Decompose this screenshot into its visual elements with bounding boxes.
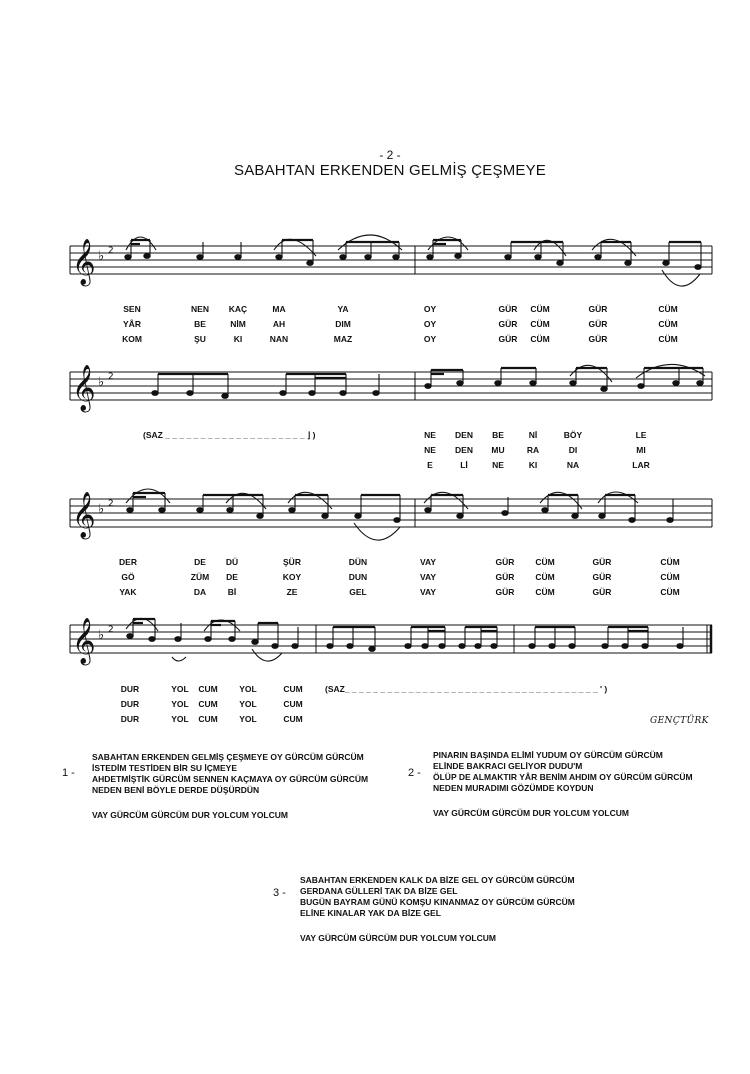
lyric-syllable: NA	[566, 460, 580, 470]
lyric-syllable: DUR	[120, 699, 140, 709]
lyric-syllable: VAY	[419, 572, 437, 582]
lyric-syllable: MI	[636, 445, 646, 455]
lyric-syllable: LAR	[632, 460, 650, 470]
lyric-syllable: CÜM	[660, 557, 680, 567]
lyric-syllable: CÜM	[535, 587, 555, 597]
verse-line: BUGÜN BAYRAM GÜNÜ KOMŞU KINANMAZ OY GÜRCÜM GÜRCÜM	[300, 897, 575, 907]
lyric-syllable: CUM	[198, 699, 218, 709]
lyric-syllable: DE	[226, 572, 238, 582]
treble-clef: 𝄞	[72, 239, 96, 285]
verse-line: PINARIN BAŞINDA ELİMİ YUDUM OY GÜRCÜM GÜRCÜM	[433, 750, 663, 760]
lyric-syllable: GÜR	[498, 319, 518, 329]
lyric-syllable: CÜM	[530, 304, 550, 314]
lyric-syllable: E	[427, 460, 433, 470]
lyric-syllable: KAÇ	[228, 304, 248, 314]
time-signature: 2	[108, 499, 114, 509]
lyric-syllable: CÜM	[530, 319, 550, 329]
lyric-syllable: DER	[119, 557, 137, 567]
lyric-syllable: DEN	[455, 445, 473, 455]
lyric-syllable: CÜM	[658, 319, 678, 329]
lyric-syllable: OY	[423, 304, 437, 314]
verse-2	[433, 750, 693, 819]
verse-line: SABAHTAN ERKENDEN KALK DA BİZE GEL OY GÜRCÜM GÜRCÜM	[300, 875, 575, 885]
verse-line: AHDETMİŞTİK GÜRCÜM SENNEN KAÇMAYA OY GÜRCÜM GÜRCÜM	[92, 774, 369, 784]
lyric-syllable: CÜM	[660, 572, 680, 582]
lyric-syllable: CUM	[283, 699, 303, 709]
lyric-syllable: ZÜM	[190, 572, 210, 582]
lyric-syllable: YOL	[171, 714, 189, 724]
lyric-syllable: DUR	[120, 684, 140, 694]
music-staff-1	[0, 220, 750, 300]
time-signature: 2	[108, 372, 114, 382]
lyric-syllable: RA	[526, 445, 540, 455]
page-number: - 2 -	[379, 148, 401, 162]
verse-line: NEDEN MURADIMI GÖZÜMDE KOYDUN	[433, 783, 594, 793]
verse-line: NEDEN BENİ BÖYLE DERDE DÜŞÜRDÜN	[92, 785, 260, 795]
lyric-syllable: Bİ	[227, 587, 237, 597]
lyric-syllable: GÜR	[588, 304, 608, 314]
lyric-syllable: GÜR	[592, 587, 612, 597]
verse-line: ELİNE KINALAR YAK DA BİZE GEL	[300, 908, 441, 918]
lyric-syllable: GÜR	[592, 572, 612, 582]
lyric-syllable: GÜR	[588, 334, 608, 344]
lyric-syllable: ŞÜR	[283, 557, 301, 567]
treble-clef: 𝄞	[72, 492, 96, 538]
lyric-syllable: ZE	[286, 587, 298, 597]
lyric-syllable: GÜR	[495, 572, 515, 582]
verse-1	[92, 752, 368, 821]
lyric-syllable: YOL	[171, 684, 189, 694]
lyric-syllable: BE	[492, 430, 504, 440]
lyric-syllable: YOL	[239, 699, 257, 709]
lyric-syllable: DEN	[455, 430, 473, 440]
lyric-syllable: NE	[424, 445, 436, 455]
lyric-syllable: DA	[193, 587, 207, 597]
verse-number: 3 -	[273, 887, 286, 899]
flat-sign: ♭	[98, 249, 105, 264]
verse-refrain: VAY GÜRCÜM GÜRCÜM DUR YOLCUM YOLCUM	[300, 933, 496, 943]
lyric-syllable: KOY	[282, 572, 302, 582]
lyric-syllable: YOL	[171, 699, 189, 709]
lyric-syllable: YOL	[239, 714, 257, 724]
lyric-syllable: ŞU	[194, 334, 206, 344]
verse-line: SABAHTAN ERKENDEN GELMİŞ ÇEŞMEYE OY GÜRCÜM GÜRCÜM	[92, 752, 364, 762]
lyric-syllable: YA	[337, 304, 349, 314]
verse-number: 1 -	[62, 767, 75, 779]
music-staff-2	[0, 346, 750, 426]
saz-interlude: (SAZ _ _ _ _ _ _ _ _ _ _ _ _ _ _ _ _ _ _ _ _ ⌋ )	[143, 430, 316, 440]
lyric-syllable: MA	[272, 304, 286, 314]
lyric-syllable: BE	[194, 319, 206, 329]
lyric-syllable: CÜM	[535, 572, 555, 582]
lyric-syllable: OY	[423, 319, 437, 329]
lyric-syllable: GÜR	[498, 304, 518, 314]
song-title: SABAHTAN ERKENDEN GELMİŞ ÇEŞMEYE	[233, 162, 547, 179]
lyric-syllable: LE	[635, 430, 647, 440]
lyric-syllable: NE	[492, 460, 504, 470]
lyric-syllable: OY	[423, 334, 437, 344]
lyric-syllable: YÂR	[123, 319, 141, 329]
lyric-syllable: DIM	[335, 319, 351, 329]
treble-clef: 𝄞	[72, 365, 96, 411]
lyric-syllable: BÖY	[563, 430, 583, 440]
lyric-syllable: KI	[233, 334, 243, 344]
lyric-syllable: NİM	[230, 319, 246, 329]
time-signature: 2	[108, 625, 114, 635]
lyric-syllable: GÜR	[588, 319, 608, 329]
lyric-syllable: YOL	[239, 684, 257, 694]
lyric-syllable: DUR	[120, 714, 140, 724]
verse-line: GERDANA GÜLLERİ TAK DA BİZE GEL	[300, 886, 458, 896]
flat-sign: ♭	[98, 375, 105, 390]
verse-3	[300, 875, 575, 944]
lyric-syllable: CUM	[198, 684, 218, 694]
lyric-syllable: GÜR	[498, 334, 518, 344]
lyric-syllable: MAZ	[333, 334, 353, 344]
lyric-syllable: DI	[568, 445, 578, 455]
lyric-syllable: GÜR	[592, 557, 612, 567]
flat-sign: ♭	[98, 628, 105, 643]
treble-clef: 𝄞	[72, 618, 96, 664]
lyric-syllable: GÜR	[495, 557, 515, 567]
verse-line: ÖLÜP DE ALMAKTIR YÂR BENİM AHDIM OY GÜRCÜM GÜRCÜM	[433, 772, 693, 782]
lyric-syllable: KI	[528, 460, 538, 470]
lyric-syllable: VAY	[419, 587, 437, 597]
lyric-syllable: DUN	[348, 572, 368, 582]
lyric-syllable: CÜM	[530, 334, 550, 344]
lyric-syllable: DE	[194, 557, 206, 567]
lyric-syllable: MU	[491, 445, 505, 455]
music-staff-4	[0, 599, 750, 679]
verse-line: İSTEDİM TESTİDEN BİR SU İÇMEYE	[92, 763, 237, 773]
lyric-syllable: YAK	[119, 587, 137, 597]
saz-interlude: (SAZ_ _ _ _ _ _ _ _ _ _ _ _ _ _ _ _ _ _ _ _ _ _ _ _ _ _ _ _ _ _ _ _ _ _ _ _ ' )	[325, 684, 608, 694]
lyric-syllable: CÜM	[658, 334, 678, 344]
lyric-syllable: CÜM	[658, 304, 678, 314]
lyric-syllable: DÜN	[348, 557, 368, 567]
lyric-syllable: KOM	[122, 334, 142, 344]
lyric-syllable: DÜ	[225, 557, 239, 567]
lyric-syllable: CÜM	[535, 557, 555, 567]
lyric-syllable: NAN	[269, 334, 289, 344]
lyric-syllable: GÜR	[495, 587, 515, 597]
lyric-syllable: NE	[424, 430, 436, 440]
lyric-syllable: CUM	[198, 714, 218, 724]
lyric-syllable: NEN	[191, 304, 209, 314]
flat-sign: ♭	[98, 502, 105, 517]
lyric-syllable: CUM	[283, 714, 303, 724]
lyric-syllable: SEN	[123, 304, 141, 314]
verse-refrain: VAY GÜRCÜM GÜRCÜM DUR YOLCUM YOLCUM	[92, 810, 288, 820]
lyric-syllable: GEL	[349, 587, 367, 597]
lyric-syllable: GÖ	[121, 572, 135, 582]
lyric-syllable: AH	[272, 319, 286, 329]
author-signature: GENÇTÜRK	[650, 716, 709, 726]
verse-refrain: VAY GÜRCÜM GÜRCÜM DUR YOLCUM YOLCUM	[433, 808, 629, 818]
lyric-syllable: Nİ	[528, 430, 538, 440]
lyric-syllable: Lİ	[460, 460, 468, 470]
verse-number: 2 -	[408, 767, 421, 779]
lyric-syllable: CÜM	[660, 587, 680, 597]
music-staff-3	[0, 473, 750, 553]
time-signature: 2	[108, 246, 114, 256]
lyric-syllable: CUM	[283, 684, 303, 694]
lyric-syllable: VAY	[419, 557, 437, 567]
verse-line: ELİNDE BAKRACI GELİYOR DUDU'M	[433, 761, 583, 771]
